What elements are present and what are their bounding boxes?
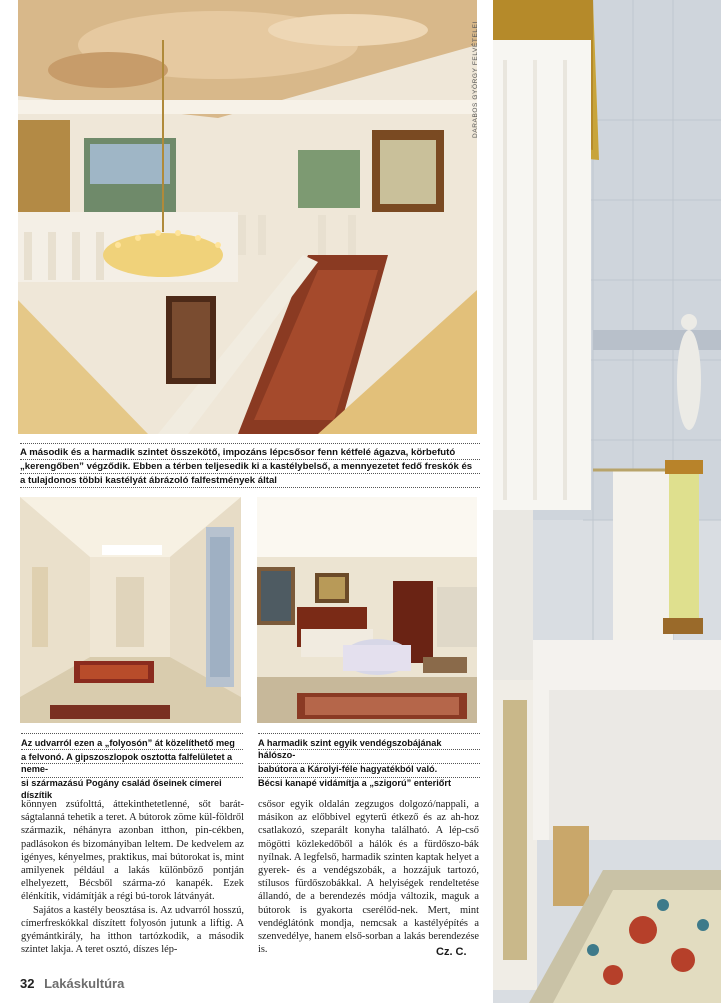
body-column-1 (21, 798, 244, 956)
caption-line: „kerengőben” végződik. Ebben a térben teljesedik ki a kastélybelső, a mennyezetet fedő freskók és (20, 461, 473, 472)
caption-line: a felvonó. A gipszoszlopok osztotta falfelületet a neme- (21, 752, 233, 774)
caption-line: Az udvarról ezen a „folyosón” át közelíthető meg (21, 738, 235, 748)
author-signature: Cz. C. (436, 946, 467, 958)
body-paragraph: csősor egyik oldalán zegzugos dolgozó/nappali, a másikon az előbbivel egyterű étkező és az ah-hoz csatlakozó, szeparált konyha található. A lép-cső mögötti közlekedőből a hálók és a fürdőszo-bák nyílnak. A legfelső, harmadik szinten kaptak helyet a gyerek- és a vendégszobák, a hozzájuk tartozó, stílusos fürdőszobákkal. A helyiségek rendeltetése állandó, de a berendezés módja változik, maguk a bútorok is gyakorta cserélőd-nek. Mert, mint vendéglátónk mondja, nemcsak a kastélyépítés a szenvedélye, hanem első-sorban a lakás berendezése is. (258, 799, 479, 956)
photo-credit: DARABOS GYÖRGY FELVÉTELEI (472, 21, 479, 138)
body-paragraph: Sajátos a kastély beosztása is. Az udvarról hosszú, címerfreskókkal díszített folyosón jutunk a liftig. A gyémántkirály, ha itthon tartózkodik, a második szintet lakja. A teret osztó, díszes lép- (21, 904, 244, 956)
caption-line: si származású Pogány család őseinek címerei díszítik (21, 778, 222, 800)
caption-line: A harmadik szint egyik vendégszobájának hálószo- (258, 738, 442, 760)
body-paragraph: könnyen zsúfolttá, áttekinthetetlenné, sőt barát-ságtalanná tehetik a teret. A bútorok zöme kül-földről származik, néhányra azonban itthon, pin-cékben, padlásokon és bizományiban leltem. De kedvelem az igényes, kényelmes, praktikus, mai bútorokat is, mint amilyenek például a lakás különböző pontján elhelyezett, Bécsből szárma-zó kanapék. Ezek élénkítik, vidámítják a régi bú-torok látványát. (21, 799, 244, 903)
staircase-caption (20, 447, 480, 487)
caption-line: Bécsi kanapé vidámítja a „szigorú” enteriőrt (258, 778, 452, 788)
body-column-2 (258, 798, 479, 956)
staircase-photo (18, 0, 477, 434)
caption-line: babútora a Károlyi-féle hagyatékból való. (258, 764, 438, 774)
page-number: 32 (20, 976, 35, 991)
caption-line: a tulajdonos többi kastélyát ábrázoló falfestmények által (20, 475, 277, 486)
caption-line: A második és a harmadik szintet összekötő, impozáns lépcsősor fenn kétfelé ágazva, körbefutó (20, 447, 456, 458)
bedroom-caption (258, 737, 480, 789)
magazine-name: Lakáskultúra (44, 976, 125, 991)
bathroom-photo (493, 0, 721, 1003)
corridor-photo (20, 497, 241, 723)
corridor-caption (21, 737, 243, 801)
bedroom-photo (257, 497, 477, 723)
page-footer (20, 976, 124, 991)
